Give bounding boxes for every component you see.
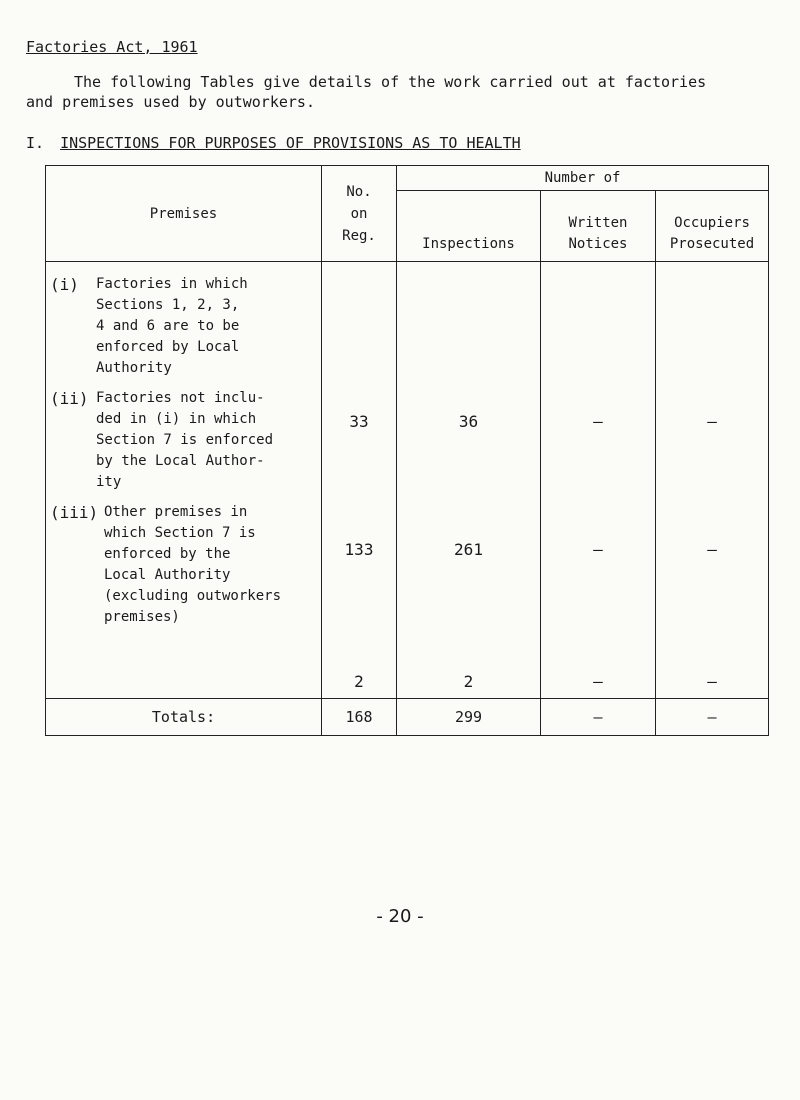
premises-entry-1: [50, 274, 317, 379]
occupiers-prosecuted-value: –: [707, 412, 717, 431]
inspections-value: 261: [454, 540, 483, 559]
totals-label: Totals:: [46, 699, 322, 736]
totals-inspections: 299: [397, 699, 541, 736]
occupiers-prosecuted-value: –: [707, 672, 717, 691]
header-number-of: Number of: [397, 166, 769, 191]
header-notices-line2: Notices: [568, 236, 628, 252]
totals-written-notices: –: [541, 699, 656, 736]
intro-paragraph: [26, 72, 776, 112]
no-on-reg-value: 33: [349, 412, 369, 431]
no-on-reg-value: 133: [344, 540, 374, 559]
totals-no-on-reg: 168: [322, 699, 397, 736]
intro-line-2: and premises used by outworkers.: [26, 93, 315, 111]
entry-label: (i): [50, 275, 79, 294]
entry-label: (ii): [50, 389, 89, 408]
intro-line-1: The following Tables give details of the work carried out at factories: [74, 73, 707, 91]
entry-text: Other premises in which Section 7 is enforced by the Local Authority (excluding outworkers premises): [104, 504, 282, 625]
act-title: Factories Act, 1961: [26, 38, 198, 56]
premises-entry-2: [50, 388, 317, 493]
header-inspections: Inspections: [397, 191, 541, 262]
header-row-top: [46, 166, 769, 191]
header-occupiers-prosecuted: [656, 191, 769, 262]
section-heading: [26, 134, 521, 152]
header-no-line2: on: [350, 205, 368, 222]
header-no-line3: Reg.: [342, 227, 376, 244]
inspections-value: 36: [458, 412, 479, 431]
written-notices-value: –: [593, 672, 603, 691]
header-no-line1: No.: [346, 183, 372, 200]
inspections-value: 2: [463, 672, 474, 691]
header-written-notices: [541, 191, 656, 262]
totals-occupiers-prosecuted: –: [656, 699, 769, 736]
written-notices-value: –: [593, 412, 603, 431]
entry-text: Factories in which Sections 1, 2, 3, 4 and 6 are to be enforced by Local Authority: [96, 276, 248, 376]
no-on-reg-value: 2: [354, 672, 364, 691]
header-notices-line1: Written: [568, 215, 628, 231]
page-number: - 20 -: [376, 906, 424, 927]
written-notices-column: [541, 262, 656, 699]
occupiers-prosecuted-column: [656, 262, 769, 699]
entry-label: (iii): [50, 503, 99, 522]
entry-text: Factories not inclu- ded in (i) in which Section 7 is enforced by the Local Author- ity: [96, 390, 274, 490]
occupiers-prosecuted-value: –: [707, 540, 717, 559]
premises-column: [46, 262, 322, 699]
written-notices-value: –: [593, 540, 603, 559]
totals-row: [46, 699, 769, 736]
inspections-column: [397, 262, 541, 699]
inspections-table: [45, 165, 769, 736]
section-title: INSPECTIONS FOR PURPOSES OF PROVISIONS AS TO HEALTH: [60, 134, 521, 152]
header-no-on-reg: [322, 166, 397, 262]
table-body-row: [46, 262, 769, 699]
header-prosecuted-line2: Prosecuted: [669, 236, 755, 252]
premises-entry-3: [50, 502, 317, 628]
section-number: I.: [26, 134, 45, 152]
no-on-reg-column: [322, 262, 397, 699]
header-prosecuted-line1: Occupiers: [674, 215, 750, 231]
header-premises: Premises: [46, 166, 322, 262]
